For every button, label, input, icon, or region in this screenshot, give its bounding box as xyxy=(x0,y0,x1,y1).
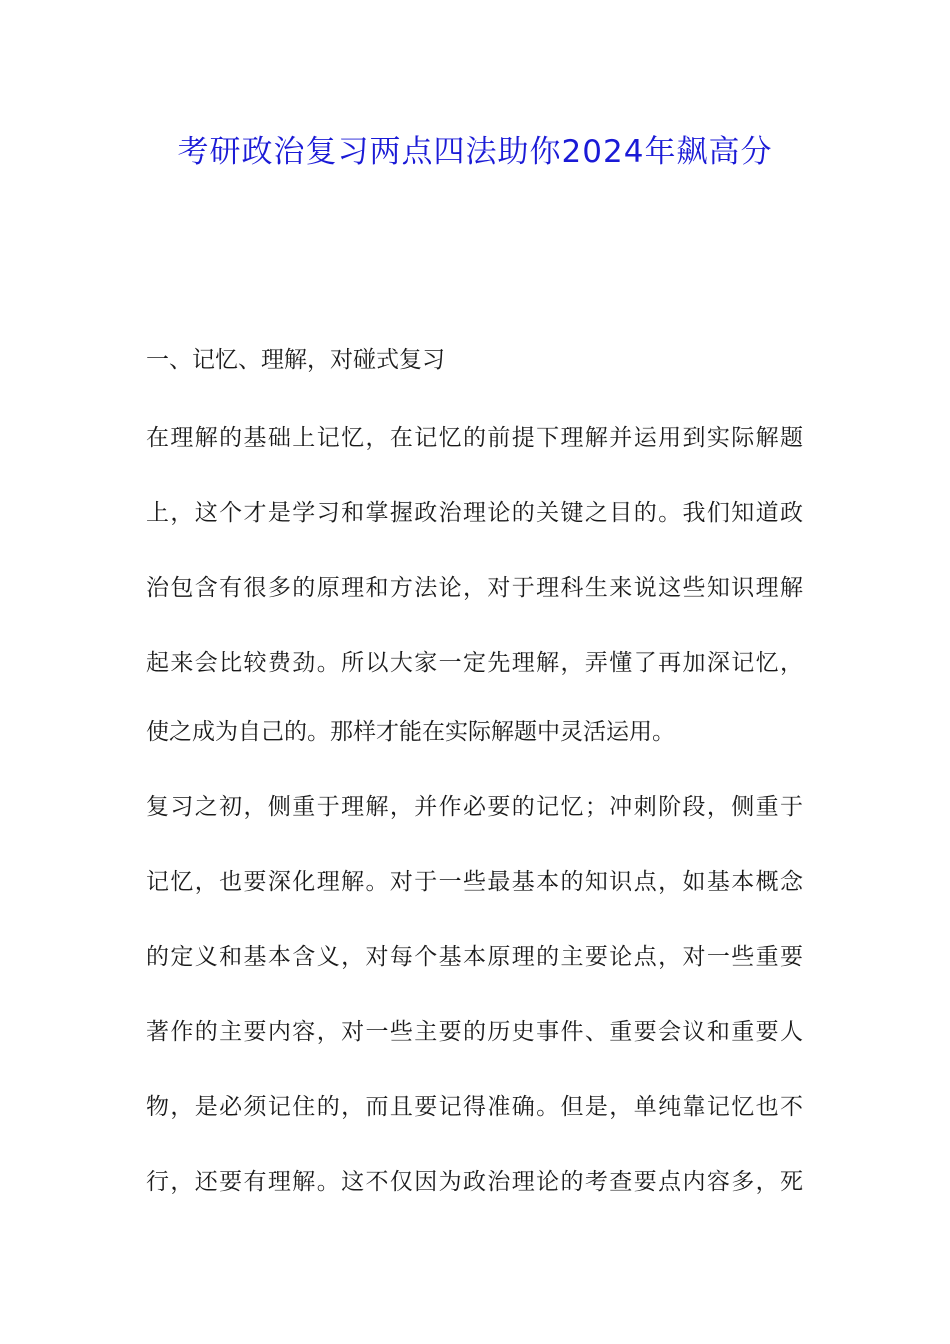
paragraph-line: 记忆，也要深化理解。对于一些最基本的知识点，如基本概念 xyxy=(146,869,803,895)
paragraph-line: 物，是必须记住的，而且要记得准确。但是，单纯靠记忆也不 xyxy=(146,1094,803,1120)
paragraph-line: 在理解的基础上记忆，在记忆的前提下理解并运用到实际解题 xyxy=(146,425,803,451)
paragraph-line: 复习之初，侧重于理解，并作必要的记忆；冲刺阶段，侧重于 xyxy=(146,794,803,820)
document-title: 考研政治复习两点四法助你2024年飙高分 xyxy=(177,134,773,170)
paragraph-line: 上，这个才是学习和掌握政治理论的关键之目的。我们知道政 xyxy=(146,500,803,526)
paragraph-line: 起来会比较费劲。所以大家一定先理解，弄懂了再加深记忆， xyxy=(146,650,803,676)
paragraph-line: 的定义和基本含义，对每个基本原理的主要论点，对一些重要 xyxy=(146,944,803,970)
paragraph-line: 行，还要有理解。这不仅因为政治理论的考查要点内容多，死 xyxy=(146,1169,803,1195)
paragraph-line: 使之成为自己的。那样才能在实际解题中灵活运用。 xyxy=(146,719,675,745)
paragraph-line: 著作的主要内容，对一些主要的历史事件、重要会议和重要人 xyxy=(146,1019,803,1045)
document-body xyxy=(146,0,811,1344)
section-heading: 一、记忆、理解，对碰式复习 xyxy=(146,347,445,373)
paragraph-line: 治包含有很多的原理和方法论，对于理科生来说这些知识理解 xyxy=(146,575,803,601)
